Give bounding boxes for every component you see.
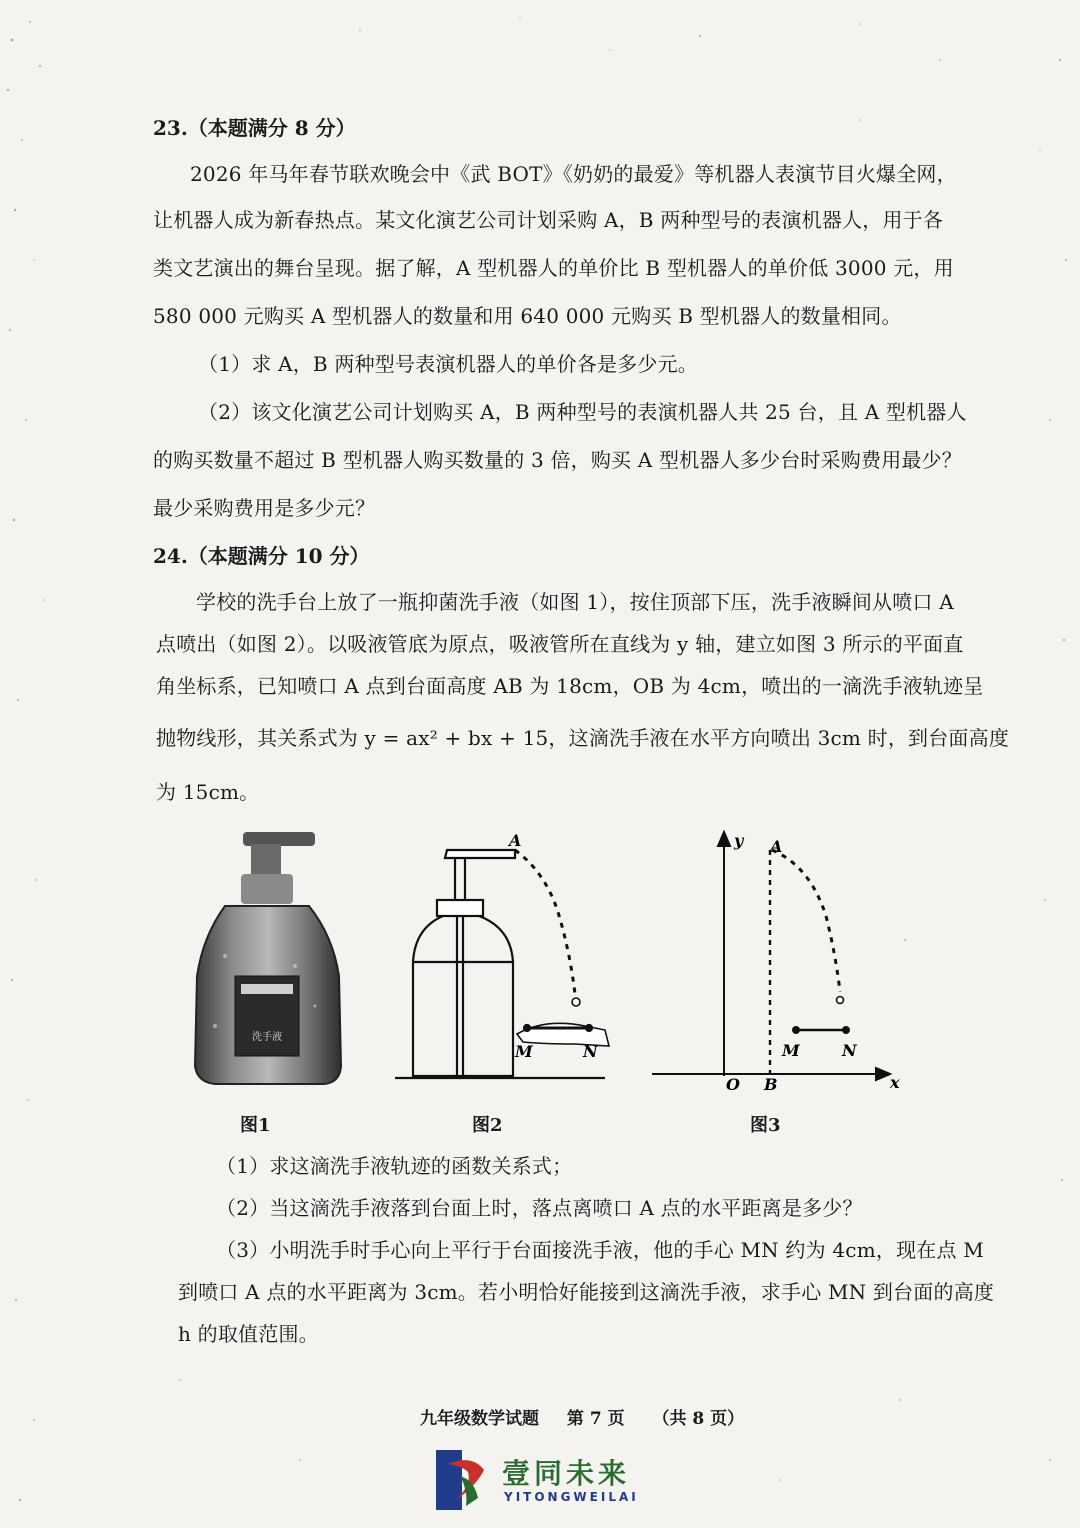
fig3-label-o: O bbox=[726, 1075, 740, 1094]
q23-line-2: 让机器人成为新春热点。某文化演艺公司计划采购 A，B 两种型号的表演机器人，用于各 bbox=[153, 208, 944, 232]
q24-part2: （2）当这滴洗手液落到台面上时，落点离喷口 A 点的水平距离是多少？ bbox=[216, 1196, 863, 1220]
fig2-caption: 图2 bbox=[472, 1115, 503, 1136]
fig2-label-a: A bbox=[509, 832, 522, 850]
q23-line-4: 580 000 元购买 A 型机器人的数量和用 640 000 元购买 B 型机器人的数量相同。 bbox=[153, 304, 902, 328]
q23-line-1: 2026 年马年春节联欢晚会中《武 BOT》《奶奶的最爱》等机器人表演节目火爆全网， bbox=[190, 162, 957, 186]
page-footer bbox=[420, 1404, 766, 1429]
fig3-label-b: B bbox=[764, 1075, 778, 1094]
q23-part1: （1）求 A，B 两种型号表演机器人的单价各是多少元。 bbox=[198, 352, 698, 376]
figure-1-soap-bottle bbox=[185, 826, 350, 1088]
fig2-label-m: M bbox=[515, 1042, 533, 1061]
pump-head bbox=[243, 832, 315, 846]
q23-part2-line-1: （2）该文化演艺公司计划购买 A，B 两种型号的表演机器人共 25 台，且 A 型机器人 bbox=[198, 400, 967, 424]
brand-logo bbox=[432, 1446, 662, 1516]
q24-line-3: 角坐标系，已知喷口 A 点到台面高度 AB 为 18cm，OB 为 4cm，喷出的一滴洗手液轨迹呈 bbox=[156, 674, 984, 698]
q23-line-3: 类文艺演出的舞台呈现。据了解，A 型机器人的单价比 B 型机器人的单价低 3000 元，用 bbox=[153, 256, 954, 280]
footer-total: （共 8 页） bbox=[652, 1409, 745, 1429]
q24-line-5: 为 15cm。 bbox=[156, 780, 260, 804]
footer-title: 九年级数学试题 bbox=[420, 1409, 539, 1429]
fig3-label-a: A bbox=[770, 837, 783, 856]
brand-logo-icon bbox=[432, 1446, 494, 1514]
fig2-label-n: N bbox=[583, 1042, 598, 1061]
q24-part1: （1）求这滴洗手液轨迹的函数关系式； bbox=[216, 1154, 573, 1178]
footer-page: 第 7 页 bbox=[566, 1409, 625, 1429]
bottle-label-text: 洗手液 bbox=[252, 1032, 282, 1043]
pump-stem bbox=[251, 844, 281, 876]
figure-2-spray-diagram bbox=[395, 832, 620, 1082]
q24-part3-line-1: （3）小明洗手时手心向上平行于台面接洗手液，他的手心 MN 约为 4cm，现在点 M bbox=[216, 1238, 984, 1262]
q23-part2-line-3: 最少采购费用是多少元？ bbox=[153, 496, 376, 520]
fig3-label-n: N bbox=[842, 1041, 857, 1060]
fig1-caption: 图1 bbox=[240, 1115, 271, 1136]
q24-header: 24.（本题满分 10 分） bbox=[153, 544, 370, 568]
bottle-cap bbox=[241, 874, 293, 904]
brand-logo-name: 壹同未来 bbox=[502, 1457, 631, 1490]
q24-line-2: 点喷出（如图 2）。以吸液管底为原点，吸液管所在直线为 y 轴，建立如图 3 所示的平面直 bbox=[156, 632, 964, 656]
q24-line-4: 抛物线形，其关系式为 y = ax² + bx + 15，这滴洗手液在水平方向喷出 3cm 时，到台面高度 bbox=[156, 726, 1010, 750]
fig3-label-y: y bbox=[734, 831, 744, 850]
q24-part3-line-3: h 的取值范围。 bbox=[178, 1322, 319, 1346]
brand-logo-subtitle: YITONGWEILAI bbox=[504, 1490, 639, 1504]
fig3-label-x: x bbox=[890, 1073, 900, 1092]
figure-3-coordinate-plane bbox=[650, 826, 910, 1096]
q24-line-1: 学校的洗手台上放了一瓶抑菌洗手液（如图 1），按住顶部下压，洗手液瞬间从喷口 A bbox=[196, 590, 954, 614]
q23-part2-line-2: 的购买数量不超过 B 型机器人购买数量的 3 倍，购买 A 型机器人多少台时采购费用最少？ bbox=[153, 448, 963, 472]
q23-header: 23.（本题满分 8 分） bbox=[153, 116, 356, 140]
q24-part3-line-2: 到喷口 A 点的水平距离为 3cm。若小明恰好能接到这滴洗手液，求手心 MN 到台面的高度 bbox=[178, 1280, 995, 1304]
fig3-caption: 图3 bbox=[750, 1115, 781, 1136]
fig3-label-m: M bbox=[782, 1041, 800, 1060]
